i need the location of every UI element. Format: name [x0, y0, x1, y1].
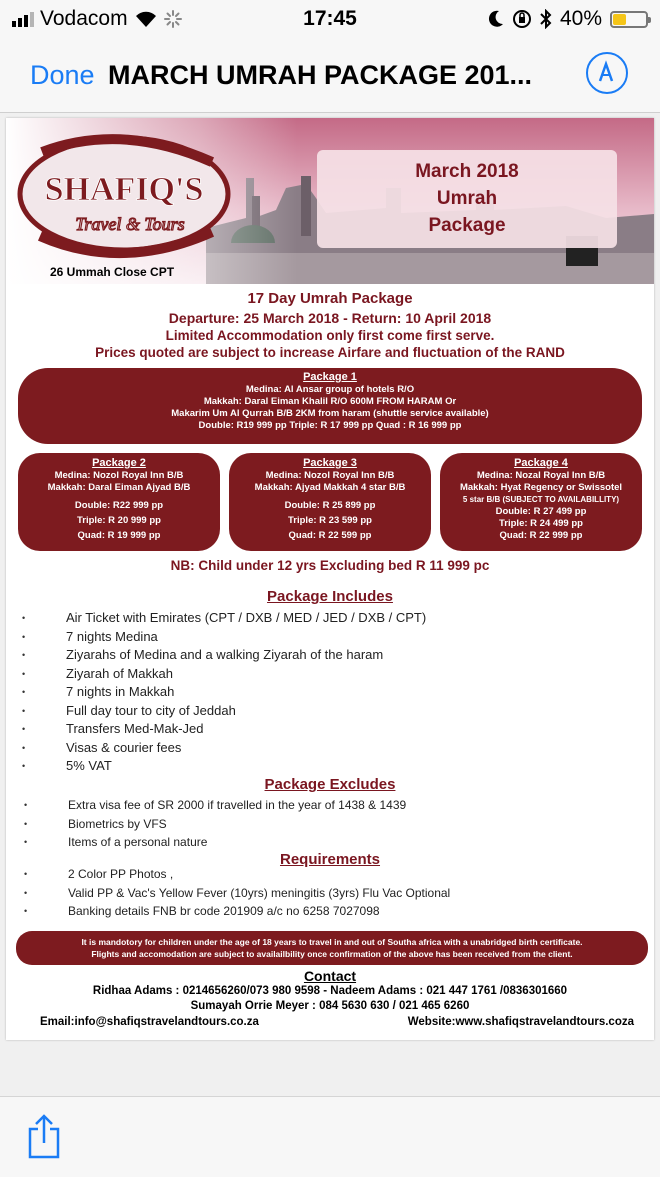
- package-line: Medina: Nozal Royal Inn B/B: [476, 470, 606, 481]
- list-item: • Transfers Med-Mak-Jed: [66, 720, 426, 739]
- contact-line: Sumayah Orrie Meyer : 084 5630 630 / 021 465 6260: [190, 1000, 470, 1012]
- list-item: • Ziyarah of Makkah: [66, 665, 426, 684]
- battery-fill: [613, 14, 626, 25]
- share-icon[interactable]: [26, 1113, 62, 1161]
- list-item: • Items of a personal nature: [68, 833, 406, 852]
- list-item: • Air Ticket with Emirates (CPT / DXB / MED / JED / DXB / CPT): [66, 609, 426, 628]
- nav-bar: [0, 38, 660, 113]
- markup-icon[interactable]: [586, 52, 628, 94]
- limited-note: Limited Accommodation only first come first serve.: [165, 328, 495, 343]
- package-line: Quad: R 22 599 pp: [288, 530, 372, 541]
- contact-title: Contact: [303, 968, 357, 984]
- orientation-lock-icon: [512, 9, 532, 29]
- package-line: Double: R 27 499 pp: [495, 506, 587, 517]
- excludes-title: Package Excludes: [264, 776, 396, 793]
- package-line: Double: R22 999 pp: [74, 500, 164, 511]
- package-line: Triple: R 20 999 pp: [77, 515, 161, 526]
- contact-email[interactable]: Email:info@shafiqstravelandtours.co.za: [40, 1016, 259, 1028]
- status-right: [488, 7, 648, 31]
- logo-main-text: SHAFIQ'S: [44, 171, 204, 208]
- list-item: • Extra visa fee of SR 2000 if travelled in the year of 1438 & 1439: [68, 796, 406, 815]
- requirements-title: Requirements: [279, 851, 381, 868]
- package-line: Double: R19 999 pp Triple: R 17 999 pp Quad : R 16 999 pp: [198, 420, 462, 431]
- list-item: • Banking details FNB br code 201909 a/c no 6258 7027098: [68, 902, 450, 921]
- package-line: Makkah: Hyat Regency or Swissotel: [459, 482, 623, 493]
- flyer-header: [6, 118, 654, 284]
- list-item: • 2 Color PP Photos ,: [68, 865, 450, 884]
- package-line: Makkah: Ajyad Makkah 4 star B/B: [254, 482, 406, 493]
- package-line: Makkah: Daral Eiman Khalil R/O 600M FROM HARAM Or: [203, 396, 457, 407]
- package-line: 5 star B/B (SUBJECT TO AVAILABILLITY): [462, 495, 620, 504]
- title-box: [317, 150, 617, 248]
- package-4-card: [440, 453, 642, 551]
- notice-line: Flights and accomodation are subject to availailbility once confirmation of the above has been received from the client.: [91, 949, 573, 959]
- package-heading: 17 Day Umrah Package: [247, 290, 413, 307]
- list-item: • 7 nights in Makkah: [66, 683, 426, 702]
- package-line: Triple: R 24 499 pp: [499, 518, 583, 529]
- list-item: • Biometrics by VFS: [68, 815, 406, 834]
- title-box-line: Package: [428, 215, 506, 236]
- package-line: Medina: Al Ansar group of hotels R/O: [245, 384, 415, 395]
- shafiqs-logo: [12, 132, 242, 267]
- package-line: Quad: R 22 999 pp: [499, 530, 583, 541]
- package-title: Package 1: [303, 371, 357, 383]
- child-note: NB: Child under 12 yrs Excluding bed R 11 999 pc: [170, 558, 490, 573]
- list-item: • Ziyarahs of Medina and a walking Ziyarah of the haram: [66, 646, 426, 665]
- contact-website[interactable]: Website:www.shafiqstravelandtours.coza: [407, 1016, 634, 1028]
- travel-dates: Departure: 25 March 2018 - Return: 10 April 2018: [168, 310, 492, 326]
- battery-percent: 40%: [559, 7, 602, 30]
- prices-note: Prices quoted are subject to increase Airfare and fluctuation of the RAND: [95, 345, 565, 360]
- status-bar: [0, 0, 660, 38]
- package-line: Double: R 25 899 pp: [284, 500, 376, 511]
- package-title: Package 3: [303, 457, 357, 469]
- status-time: 17:45: [303, 7, 357, 30]
- list-item: • Full day tour to city of Jeddah: [66, 702, 426, 721]
- package-line: Makarim Um Al Qurrah B/B 2KM from haram (shuttle service available): [171, 408, 489, 419]
- contact-line: Ridhaa Adams : 0214656260/073 980 9598 - Nadeem Adams : 021 447 1761 /0836301660: [92, 985, 568, 997]
- package-line: Quad: R 19 999 pp: [77, 530, 161, 541]
- moon-icon: [488, 10, 504, 28]
- bottom-toolbar: [0, 1096, 660, 1177]
- document-page[interactable]: [6, 118, 654, 1040]
- package-line: Medina: Nozol Royal Inn B/B: [265, 470, 395, 481]
- package-2-card: [18, 453, 220, 551]
- logo-sub-text: Travel & Tours: [75, 214, 185, 234]
- excludes-list: [68, 796, 406, 852]
- package-line: Triple: R 23 599 pp: [288, 515, 372, 526]
- list-item: • 5% VAT: [66, 757, 426, 776]
- battery-icon: [610, 11, 648, 28]
- list-item: • Visas & courier fees: [66, 739, 426, 758]
- done-button[interactable]: Done: [30, 60, 95, 90]
- bluetooth-icon: [540, 9, 552, 29]
- list-item: • Valid PP & Vac's Yellow Fever (10yrs) meningitis (3yrs) Flu Vac Optional: [68, 884, 450, 903]
- title-box-line: March 2018: [415, 161, 519, 182]
- document-title: MARCH UMRAH PACKAGE 201...: [108, 60, 533, 90]
- list-item: • 7 nights Medina: [66, 628, 426, 647]
- includes-title: Package Includes: [267, 588, 393, 605]
- title-box-line: Umrah: [436, 188, 498, 209]
- requirements-list: [68, 865, 450, 921]
- package-title: Package 4: [514, 457, 568, 469]
- address: 26 Ummah Close CPT: [50, 265, 175, 279]
- includes-list: [66, 609, 426, 776]
- package-line: Medina: Nozol Royal Inn B/B: [54, 470, 184, 481]
- carrier-name: Vodacom: [40, 7, 128, 30]
- package-3-card: [229, 453, 431, 551]
- package-line: Makkah: Daral Eiman Ajyad B/B: [47, 482, 191, 493]
- package-1-card: [18, 368, 642, 444]
- notice-banner: [16, 931, 648, 965]
- notice-line: It is mandotory for children under the age of 18 years to travel in and out of Southa africa with a unabridged birth certificate.: [81, 937, 583, 947]
- package-title: Package 2: [92, 457, 146, 469]
